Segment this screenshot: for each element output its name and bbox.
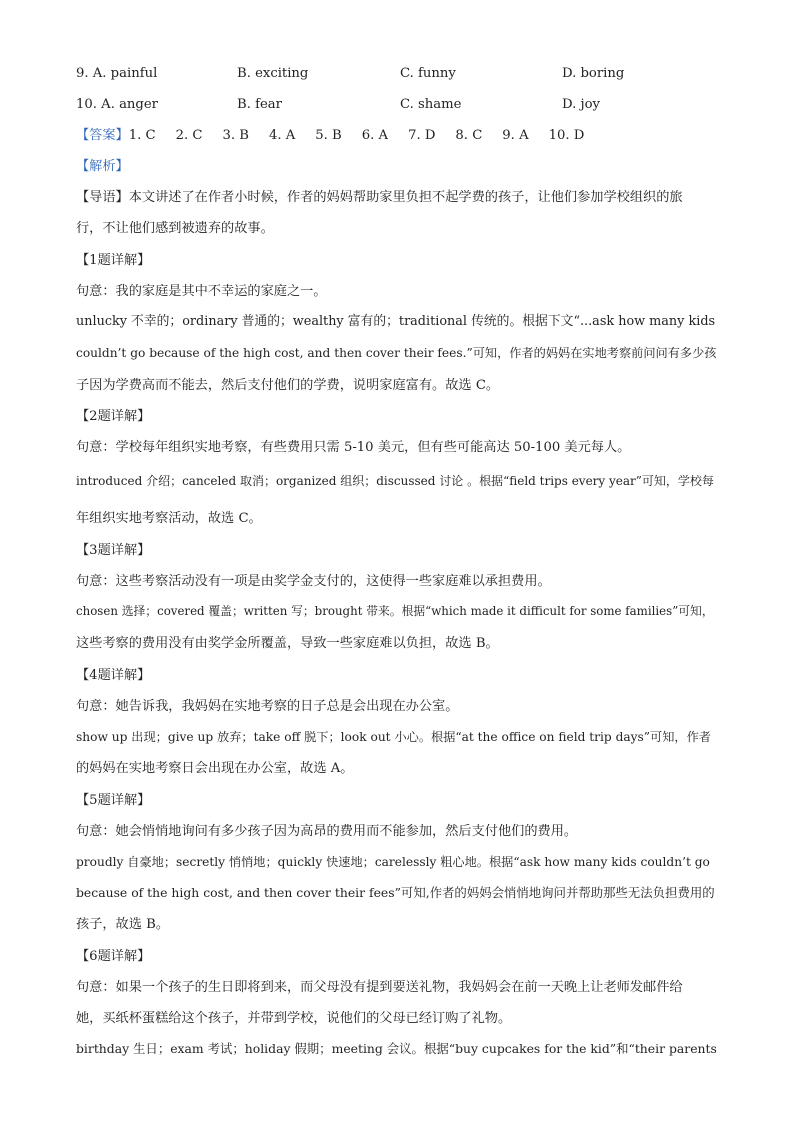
answer-item: 2. C — [175, 128, 203, 143]
answer-list — [129, 128, 605, 143]
answer-item: 7. D — [408, 128, 436, 143]
answer-item: 5. B — [315, 128, 342, 143]
section-5-line-2: because of the high cost, and then cover their fees”可知,作者的妈妈会悄悄地询问并帮助那些无法负担费用的 — [76, 885, 715, 900]
q9-option-d: D. boring — [562, 66, 625, 81]
analysis-label: 【解析】 — [76, 159, 129, 174]
section-3-line-2: 这些考察的费用没有由奖学金所覆盖，导致一些家庭难以负担，故选 B。 — [76, 636, 499, 651]
section-1-gist: 句意：我的家庭是其中不幸运的家庭之一。 — [76, 284, 327, 299]
q10-option-c: C. shame — [400, 97, 462, 112]
section-4-heading: 【4题详解】 — [76, 668, 151, 683]
answer-item: 8. C — [455, 128, 483, 143]
answer-item: 9. A — [502, 128, 529, 143]
section-1-heading: 【1题详解】 — [76, 253, 151, 268]
q10-option-d: D. joy — [562, 97, 600, 112]
section-3-line-1: chosen 选择；covered 覆盖；written 写；brought 带来。根据“which made it difficult for some families”可知， — [76, 604, 714, 618]
answer-item: 10. D — [548, 128, 585, 143]
answer-item: 4. A — [268, 128, 296, 143]
section-6-gist-2: 她，买纸杯蛋糕给这个孩子，并带到学校，说他们的父母已经订购了礼物。 — [76, 1011, 512, 1026]
section-1-line-1: unlucky 不幸的；ordinary 普通的；wealthy 富有的；traditional 传统的。根据下文“...ask how many kids — [76, 314, 716, 329]
q9-option-a: 9. A. painful — [76, 66, 158, 81]
answer-item: 6. A — [361, 128, 389, 143]
section-4-line-2: 的妈妈在实地考察日会出现在办公室，故选 A。 — [76, 761, 354, 776]
section-3-heading: 【3题详解】 — [76, 543, 151, 558]
intro-line-2: 行，不让他们感到被遗弃的故事。 — [76, 221, 274, 236]
section-4-gist: 句意：她告诉我，我妈妈在实地考察的日子总是会出现在办公室。 — [76, 699, 459, 714]
q10-option-a: 10. A. anger — [76, 97, 158, 112]
section-2-heading: 【2题详解】 — [76, 409, 151, 424]
q9-option-c: C. funny — [400, 66, 456, 81]
section-5-line-1: proudly 自豪地；secretly 悄悄地；quickly 快速地；carelessly 粗心地。根据“ask how many kids couldn’t go — [76, 855, 710, 869]
q9-option-b: B. exciting — [237, 66, 309, 81]
section-5-heading: 【5题详解】 — [76, 793, 151, 808]
answer-item: 3. B — [222, 128, 249, 143]
section-6-line-1: birthday 生日；exam 考试；holiday 假期；meeting 会议。根据“buy cupcakes for the kid”和“their parents — [76, 1041, 717, 1056]
section-2-line-2: 年组织实地考察活动，故选 C。 — [76, 511, 262, 526]
answer-label: 【答案】 — [76, 128, 129, 143]
section-6-gist-1: 句意：如果一个孩子的生日即将到来，而父母没有提到要送礼物，我妈妈会在前一天晚上让老师发邮件给 — [76, 980, 683, 995]
section-6-heading: 【6题详解】 — [76, 949, 151, 964]
section-1-line-3: 子因为学费高而不能去，然后支付他们的学费，说明家庭富有。故选 C。 — [76, 378, 500, 393]
answer-line — [76, 129, 604, 142]
section-2-line-1: introduced 介绍；canceled 取消；organized 组织；discussed 讨论 。根据“field trips every year”可知，学校每 — [76, 474, 714, 488]
question-10-options — [76, 97, 756, 113]
section-2-gist: 句意：学校每年组织实地考察，有些费用只需 5-10 美元，但有些可能高达 50-100 美元每人。 — [76, 440, 631, 455]
section-4-line-1: show up 出现；give up 放弃；take off 脱下；look out 小心。根据“at the office on field trip days”可知，作者 — [76, 730, 711, 744]
section-5-gist: 句意：她会悄悄地询问有多少孩子因为高昂的费用而不能参加，然后支付他们的费用。 — [76, 824, 578, 839]
answer-item: 1. C — [128, 128, 156, 143]
section-3-gist: 句意：这些考察活动没有一项是由奖学金支付的，这使得一些家庭难以承担费用。 — [76, 574, 551, 589]
q10-option-b: B. fear — [237, 97, 282, 112]
section-5-line-3: 孩子，故选 B。 — [76, 917, 170, 932]
question-9-options — [76, 66, 756, 82]
intro-line-1: 【导语】本文讲述了在作者小时候，作者的妈妈帮助家里负担不起学费的孩子，让他们参加学校组织的旅 — [76, 190, 683, 205]
section-1-line-2: couldn’t go because of the high cost, and then cover their fees.”可知，作者的妈妈在实地考察前问问有多少孩 — [76, 346, 717, 360]
